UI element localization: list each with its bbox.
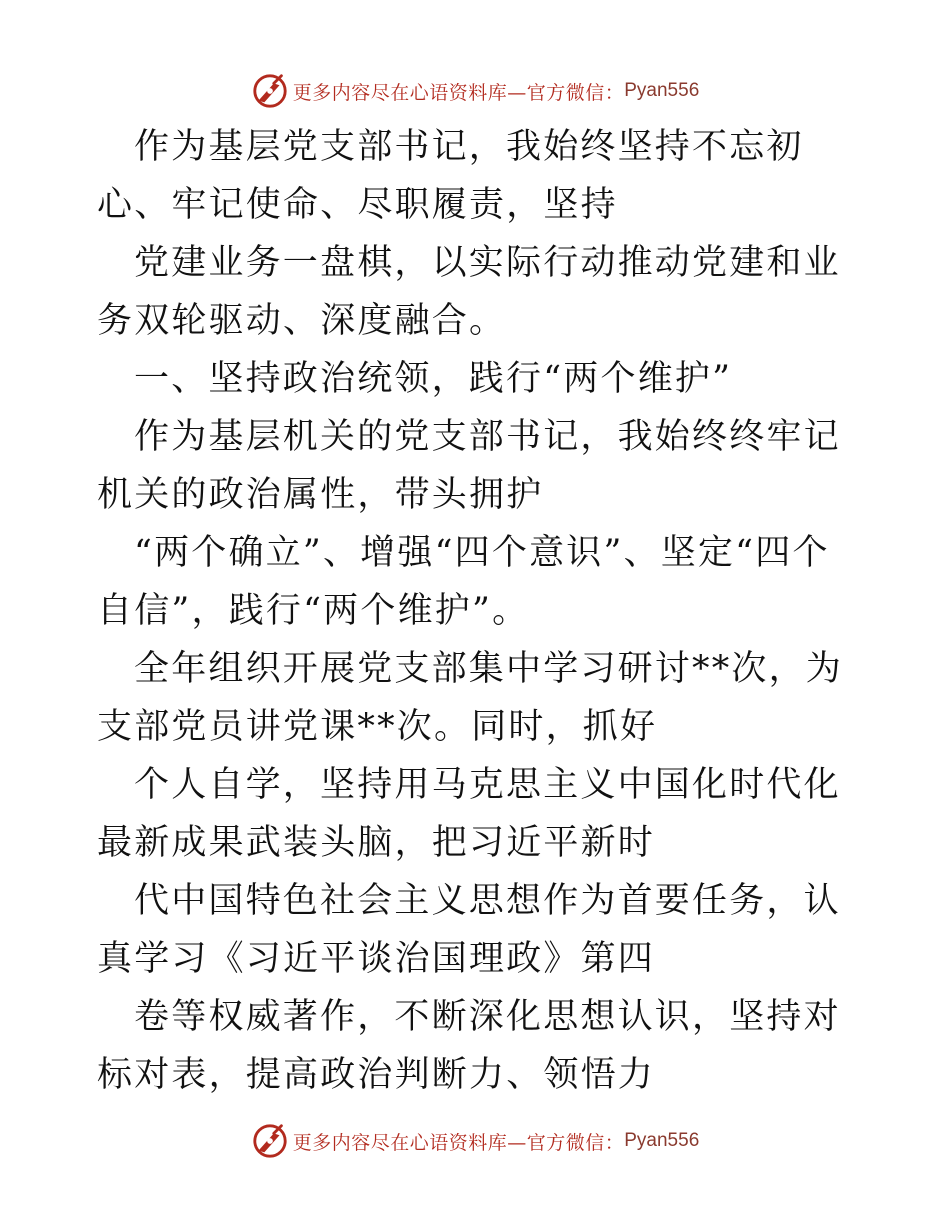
- watermark-wechat-id: Pyan556: [624, 80, 700, 101]
- paragraph: 卷等权威著作，不断深化思想认识，坚持对标对表，提高政治判断力、领悟力: [97, 997, 841, 1095]
- footer-watermark: [0, 1121, 950, 1161]
- paragraph: “两个确立”、增强“四个意识”、坚定“四个自信”，践行“两个维护”。: [97, 533, 830, 631]
- paragraph: 作为基层党支部书记，我始终坚持不忘初心、牢记使命、尽职履责，坚持: [97, 127, 804, 225]
- logo-pen-icon: [251, 1122, 289, 1160]
- document-body: [97, 118, 857, 1104]
- paragraph: 党建业务一盘棋，以实际行动推动党建和业务双轮驱动、深度融合。: [97, 243, 841, 341]
- paragraph: 作为基层机关的党支部书记，我始终终牢记机关的政治属性，带头拥护: [97, 417, 841, 515]
- watermark-text: 更多内容尽在心语资料库—官方微信：: [292, 81, 625, 104]
- watermark-wechat-id: Pyan556: [624, 1130, 700, 1151]
- paragraph: 个人自学，坚持用马克思主义中国化时代化最新成果武装头脑，把习近平新时: [97, 765, 841, 863]
- paragraph: 代中国特色社会主义思想作为首要任务，认真学习《习近平谈治国理政》第四: [97, 881, 841, 979]
- logo-pen-icon: [251, 72, 289, 110]
- watermark-text: 更多内容尽在心语资料库—官方微信：: [292, 1131, 625, 1154]
- paragraph: 全年组织开展党支部集中学习研讨**次，为支部党员讲党课**次。同时，抓好: [97, 649, 844, 747]
- section-heading: 一、坚持政治统领，践行“两个维护”: [134, 359, 733, 399]
- header-watermark: [0, 71, 950, 111]
